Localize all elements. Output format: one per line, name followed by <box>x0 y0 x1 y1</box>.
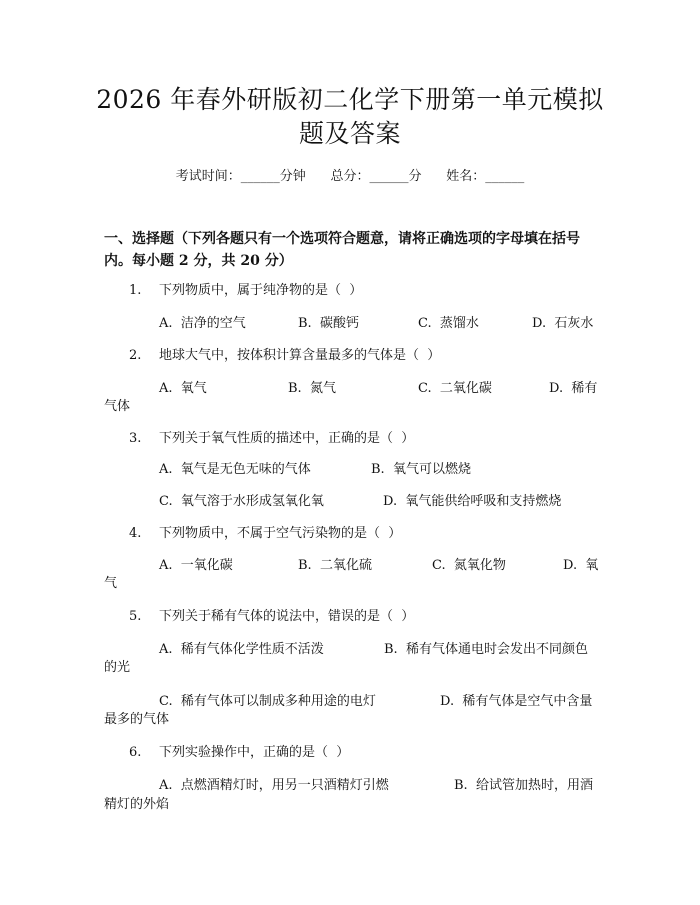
title-line-1: 2026 年春外研版初二化学下册第一单元模拟 <box>96 85 604 114</box>
q4-option-d: D. 氧 <box>563 558 599 573</box>
question-number: 1. <box>129 283 142 298</box>
q1-option-c: C. 蒸馏水 <box>418 316 479 331</box>
section-heading <box>104 228 604 272</box>
section-heading-line-2: 内。每小题 2 分，共 20 分） <box>104 253 293 269</box>
question-6 <box>129 743 599 763</box>
q5-option-b-continued: 的光 <box>104 660 131 675</box>
q5-option-d: D. 稀有气体是空气中含量 <box>440 694 593 709</box>
q2-option-b: B. 氮气 <box>288 381 336 396</box>
q5-option-d-continued: 最多的气体 <box>104 712 170 727</box>
q3-option-a: A. 氧气是无色无味的气体 <box>159 462 311 477</box>
q3-option-b: B. 氧气可以燃烧 <box>371 462 471 477</box>
q1-option-b: B. 碳酸钙 <box>298 316 359 331</box>
q5-option-b: B. 稀有气体通电时会发出不同颜色 <box>384 642 588 657</box>
q2-option-d: D. 稀有 <box>549 381 598 396</box>
question-2 <box>129 346 599 366</box>
q4-option-c: C. 氮氧化物 <box>432 558 506 573</box>
q2-option-d-continued: 气体 <box>104 399 131 414</box>
question-1 <box>129 281 599 301</box>
q3-option-c: C. 氧气溶于水形成氢氧化氧 <box>159 494 324 509</box>
q1-option-a: A. 洁净的空气 <box>159 316 246 331</box>
question-text: 下列关于氧气性质的描述中，正确的是（ ） <box>159 431 415 446</box>
q6-option-b: B. 给试管加热时，用酒 <box>454 778 593 793</box>
q2-option-a: A. 氧气 <box>159 381 207 396</box>
q5-option-c: C. 稀有气体可以制成多种用途的电灯 <box>159 694 376 709</box>
question-number: 3. <box>129 431 142 446</box>
question-number: 2. <box>129 348 142 363</box>
question-number: 5. <box>129 609 142 624</box>
title-line-2: 题及答案 <box>298 119 401 148</box>
exam-info-line: 考试时间：______分钟 总分：______分 姓名：______ <box>175 169 525 184</box>
question-number: 6. <box>129 745 142 760</box>
q3-option-d: D. 氧气能供给呼吸和支持燃烧 <box>383 494 562 509</box>
q4-option-b: B. 二氧化硫 <box>298 558 372 573</box>
q6-option-b-continued: 精灯的外焰 <box>104 797 170 812</box>
q4-option-a: A. 一氧化碳 <box>159 558 233 573</box>
q4-option-d-continued: 气 <box>104 576 118 591</box>
section-heading-line-1: 一、选择题（下列各题只有一个选项符合题意，请将正确选项的字母填在括号 <box>104 231 580 247</box>
question-number: 4. <box>129 526 142 541</box>
q5-option-a: A. 稀有气体化学性质不活泼 <box>159 642 324 657</box>
question-text: 下列实验操作中，正确的是（ ） <box>159 745 350 760</box>
question-text: 地球大气中，按体积计算含量最多的气体是（ ） <box>159 348 441 363</box>
question-text: 下列物质中，属于纯净物的是（ ） <box>159 283 363 298</box>
q1-option-d: D. 石灰水 <box>532 316 594 331</box>
question-text: 下列物质中，不属于空气污染物的是（ ） <box>159 526 402 541</box>
question-3 <box>129 429 599 449</box>
document-title <box>80 83 620 151</box>
question-5 <box>129 607 599 627</box>
question-text: 下列关于稀有气体的说法中，错误的是（ ） <box>159 609 415 624</box>
q6-option-a: A. 点燃酒精灯时，用另一只酒精灯引燃 <box>159 778 389 793</box>
question-4 <box>129 524 599 544</box>
q2-option-c: C. 二氧化碳 <box>418 381 492 396</box>
